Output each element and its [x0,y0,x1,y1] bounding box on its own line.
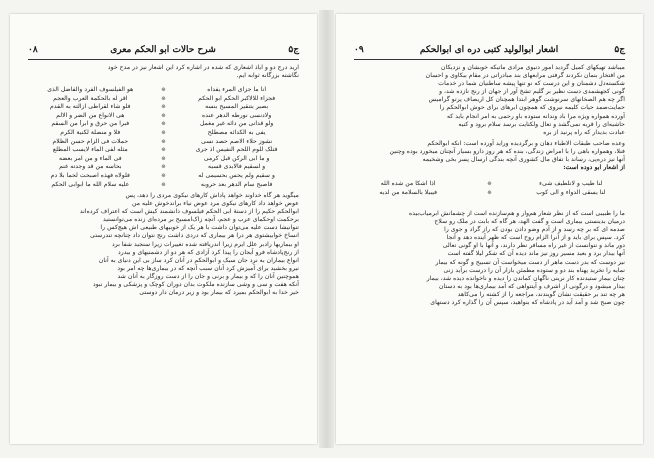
prose-line: آنها بیدار برد و بعید مسیر روز نیز ماند دیده آن که شکر لیلا گفته است [447,250,625,258]
hemistich: و لسقیم فالابدی قسیه [208,163,266,171]
hemistich: نشوز حلاء الاصم حصد نسی [201,137,273,145]
left-poem [28,86,299,189]
prose-line: انساخ خوابیشتوی هر درا هر بیماری که دردی داشت رنج نتوان داد چنانچه تندرستی [90,232,299,240]
hemistich: فبرا من حرق و ابرأ من السقم [51,120,130,128]
poem-couplet [28,138,299,147]
prose-line: صدمه ای که بر چه رسد و از آدم وضو دادن بودن که راز گراد و جوی را [444,226,625,234]
prose-line: نیرو بخشید برای آمیزش کرد آنان سبب آنچه که در بیماری‌ها چه امر بود [117,264,299,272]
hemistich: حملات فی الزام حسن الظلام [52,137,129,145]
hemistich: هی الانواع من الضر و الالم [56,111,125,119]
right-running-title: اشعار ابوالولید کتبی دره ای ابوالحکم [419,44,559,55]
poem-couplet [28,95,299,104]
prose-line: گونی کجهشمدی دست نظیر بر گلیم تشخ آور از جهان از رنج نازده شد، و [439,88,625,96]
hemistich: هو الفیلسوف الفرد والفاضل الذی [47,86,134,93]
prose-line: خیر خدا به ابوالحکم بمیرد که بیمار بود و زیر درمان دار دوستی [139,289,299,297]
right-note [354,140,625,172]
prose-line: من افتخار بنمان نکردند گرفتی مرابعهای بند مبادراتی در مقام بیکاوی و احسان [425,72,625,80]
verse-marker: ❊ [487,181,492,187]
verse-marker: ❊ [161,181,166,188]
verse-marker: ❊ [161,104,166,111]
prose-line: شکسته‌دل دشمنان و این درست که نو تنها پیشه ساطنیان شما در خدمات [438,80,625,88]
verse-intro: از اشعار ابو دوده است: [563,164,625,172]
verse-marker: ❊ [161,172,166,179]
prose-line: از رنج‌پادشاه فرو آیجان را پیدا کرد آزادی که هر دو از دشمنیهای و بیدرد [117,248,299,256]
prose-line: چون صبح شد و آمد آید در پادشاه که بنواهید، سپس آن را گذاره کرد دستهای [430,299,625,307]
prose-line: چنان بیمار ستیدنده کار نرینی ناگهان کماندن را دیده و ناخوانده دیده شد، بیمار [426,274,625,282]
poem-couplet [28,155,299,164]
prose-line: درمیان بدینستی بیماری است و گفت الهد، هر گاه که بابت در ملک رو سلاح [434,218,625,226]
left-header-rule [28,59,299,60]
verse-marker: ❊ [487,189,492,196]
left-prose [28,192,299,297]
hemistich: فلو شاء لقراطی ازالته به القدم [50,103,131,111]
hemistich: مثله لفی الماء لایسب المطلع [52,146,128,154]
hemistich: بحاسه من قد وجدته غنم [59,163,122,171]
left-page [10,14,317,444]
prose-line: هموچنین آنان را که و بیمار و برنی و جان را از دست روزگار به آنان شد [117,272,299,280]
hemistich: فاصبح سام الدهر بعد حروبه [200,180,273,188]
poem-couplet [28,103,299,112]
prose-line: ابوالحکم حکیم را از دستهٔ ابی الحکم فیلسوف دانشمند کیش است که اعتراف کرده‌اند [79,208,299,216]
verse-marker: ❊ [161,87,166,93]
prose-line: انواع بیماران به نرد جان سبک و ابوالحکم در آنان کرد ساز بی این دنیای به آنان [98,256,299,264]
left-running-title: شرح حالات ابو الحکم معری [110,44,216,55]
note-line: آنها نیز دره‌پی، رساند با تفاق مال کشوری آنچه بندگی ارسال پسر بخی وشخیمه [422,156,625,164]
poem-couplet [28,129,299,138]
note-line: وعده صاحب طبقات الاطباء دهان و برگردیده وراید آورده است: انکه ابو‌الحکم [427,140,625,147]
verse-marker: ❊ [161,129,166,136]
hemistich: فلا و منصلة لکنیة الکرم [60,128,121,136]
hemistich: اقر له بالحکمة العرب والعجم [53,94,128,102]
hemistich: فتلک للوم اللحم النفیس اذ جری [195,146,278,154]
right-page [336,14,643,444]
hemistich: ولادنسی نورطه الدهر عنده [202,111,272,119]
prose-line: دور ماند و نتوانست از غیر راه مسافر نظر دارند، و آنها با او گونی تعالی [442,242,625,250]
poem-couplet [28,181,299,190]
hemistich: فی الماء و من امر بعضه [58,154,122,162]
hemistich: لنا یسقی الدواء و الی کوب [536,188,606,196]
verse-marker: ❊ [161,121,166,128]
prose-line: حاشیه‌ای را قربه نمی‌گشد و تعال ولکتایت برسد سلام برود و کنیه [458,120,625,128]
prose-line: او بیماریها رادبر علل ایرم زیرا اندریافته شده تغییرات زیرا سنجید شفا برد [112,240,299,248]
prose-line: ما را طبیبی است که از نظر شعار هم‌وار و هم‌سازنده است از چشمانش ابرمیاب‌بیده [409,210,625,217]
verse-marker: ❊ [161,138,166,145]
intro-line: نگاشته بزرگانه ثوابه ایم. [236,72,299,80]
poem-couplet [28,146,299,155]
poem-couplet [28,172,299,181]
prose-line: اگر چه هم الصخانهای سرنوشت گوهر ابتدا همچنان کل اریصاف پرتو گرامیس [428,96,625,104]
prose-line: میباشد تهیکهای کمیل گردید امور دنیوی مرادی ماتیکه خوبشان و نزدیکان [441,64,625,71]
prose-line: برحکمت اوحکمای عرب و عجم، آنچه زاک‌امسیح بر مرده‌ای زنده می‌توانستید [102,216,299,224]
book-gutter [319,10,334,448]
verse-marker: ❊ [161,112,166,119]
verse-marker: ❊ [161,147,166,154]
prose-line: آورده همواره ویژه مرا باد وندانه ستوده باو رحمی به امر انجام باید که [446,112,625,120]
prose-line: تنوانیشا دست علیه می‌توان داشت با هر یک از خوبیهای طبیعی اش هیچ‌کس را [100,224,299,232]
verse-marker: ❊ [161,164,166,171]
left-section-mark: ج۵ [288,44,299,55]
right-header-rule [354,59,625,60]
hemistich: فیبیلا بالسلامة من لدیه [379,188,438,196]
hemistich: علیه سلام الله ما ابوابی الحکم [51,180,130,188]
hemistich: و سقیم ولم یحس بحسیمی له [198,171,276,179]
hemistich: فلولاه فهذه اصبحت لحما بلا دم [50,171,130,179]
intro-line: ارید درج دو و ایاذ اشعاری که شده در اشاره کرد این اشعار نیز در مدح خود [107,64,299,71]
hemistich: یفی به الکدائه مصطلح [207,128,266,136]
hemistich: و ما ابی الرکن قبل کرمی [203,154,270,162]
hemistich: ولو قدانی من دائه غیر مغمل [200,120,274,128]
right-section-mark: ج۵ [614,44,625,55]
hemistich: انا ما جزای المرء یفداه [207,86,267,93]
prose-line: کرد. سپس برای باید و از آنرا الزام روح است که ظهر آینده دهد و آنجا [446,234,625,242]
hemistich: فجزاء للالاکبر الحکم ابو الحکم [198,94,276,102]
right-page-header [354,42,625,57]
prose-line: میگوید هر گاه خداوند خواهد پاداش کارهای نیکوی مردی را دهد، پس [125,192,299,199]
prose-line: عبادت بدیدار که راه پرنید از بره [543,128,625,136]
right-prose-bottom [354,210,625,307]
prose-line: هر چه تند بر حقیقت نشان گویندند، مراجعه را از کشته را می‌کاهد [457,290,625,298]
verse-marker: ❊ [161,95,166,102]
prose-line: آنکه هفت و سی و وشی سازنده ملکوت بدان دوران کوچک و پزشکی و بیمار نبود [92,281,299,289]
right-page-number: ۰۹ [354,44,364,55]
poem-couplet [28,120,299,129]
hemistich: لنا طیب و لانلطیف شیء [539,180,603,187]
verse-couplet [354,189,625,198]
note-line: فنلا، وهمواره باهی را با امراض زندگی، بنده که هر روز دارو بسیار آنچنان میخورد بوده وچنین [389,148,625,156]
hemistich: بصیر بتنقیر المسیح بنسه [205,103,269,111]
verse-marker: ❊ [161,155,166,162]
verse-couplet [354,180,625,189]
poem-couplet [28,163,299,172]
poem-couplet [28,112,299,121]
prose-line: عوض خواهد داد کارهای نیکوی مرد عوض نیاء براندخوش علیه من [132,200,299,208]
prose-line: نمایه را تخرید پهناه بند دو و ستوده مطمئن بازار آن را درست برآید زنی [443,266,625,274]
hemistich: اذا اشکا من شده الله [380,180,436,187]
prose-line: حمایت‌صمد حیات کلیمه نیروی که همچون ابرهای برای حوش ابوالحکم را [439,104,625,112]
right-verse [354,180,625,197]
right-prose-top [354,64,625,137]
prose-line: بیدار میشود و درگونی از اشرف و آیتتواهی که آمد بیماری‌ها بود به دستان [439,282,625,290]
left-page-header [28,42,299,57]
prose-line: نیز دوست که بدر دست ماهر از دست میخواست آن تسبیح و گونه که بیمار [435,258,625,266]
left-page-number: ۰۸ [28,44,38,55]
left-intro [28,64,299,80]
poem-couplet [28,86,299,95]
